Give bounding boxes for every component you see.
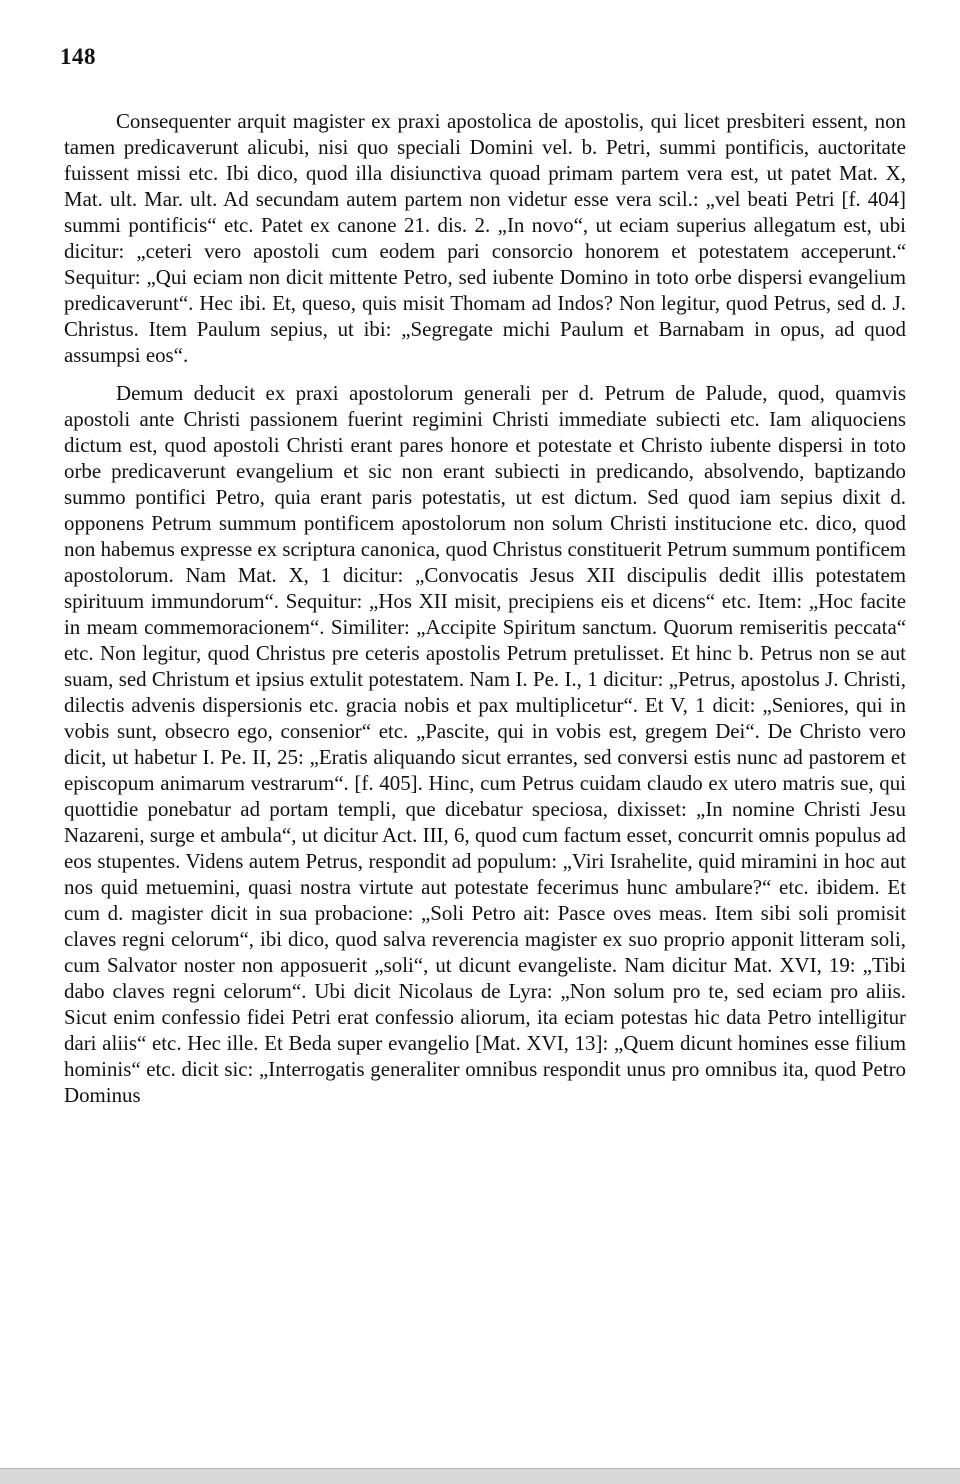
scan-bottom-edge bbox=[0, 1468, 960, 1484]
paragraph-2: Demum deducit ex praxi apostolorum generali per d. Petrum de Palude, quod, quamvis apostoli ante Christi passionem fuerint regimini Christi immediate subiecti etc. Iam aliquociens dictum est, quod apostoli Christi erant pares honore et potestate et Christo iubente dispersi in toto orbe predicaverunt evangelium et sic non erant subiecti in predicando, absolvendo, baptizando summo pontifici Petro, quia erant paris potestatis, ut est dictum. Sed quod iam sepius dixit d. opponens Petrum summum pontificem apostolorum non solum Christi institucione etc. dico, quod non habemus expresse ex scriptura canonica, quod Christus constituerit Petrum summum pontificem apostolorum. Nam Mat. X, 1 dicitur: „Convocatis Jesus XII discipulis dedit illis potestatem spirituum immundorum“. Sequitur: „Hos XII misit, precipiens eis et dicens“ etc. Item: „Hoc facite in meam commemoracionem“. Similiter: „Accipite Spiritum sanctum. Quorum remiseritis peccata“ etc. Non legitur, quod Christus pre ceteris apostolis Petrum pretulisset. Et hinc b. Petrus non se aut suam, sed Christum et ipsius extulit potestatem. Nam I. Pe. I., 1 dicitur: „Petrus, apostolus J. Christi, dilectis advenis dispersionis etc. gracia nobis et pax multiplicetur“. Et V, 1 dicit: „Seniores, qui in vobis sunt, obsecro ego, consenior“ etc. „Pascite, qui in vobis est, gregem Dei“. De Christo vero dicit, ut habetur I. Pe. II, 25: „Eratis aliquando sicut errantes, sed conversi estis nunc ad pastorem et episcopum animarum vestrarum“. [f. 405]. Hinc, cum Petrus cuidam claudo ex utero matris sue, qui quottidie ponebatur ad portam templi, que dicebatur speciosa, dixisset: „In nomine Christi Jesu Nazareni, surge et ambula“, ut dicitur Act. III, 6, quod cum factum esset, concurrit omnis populus ad eos stupentes. Videns autem Petrus, respondit ad populum: „Viri Israhelite, quid miramini in hoc aut nos quid metuemini, quasi nostra virtute aut potestate fecerimus hunc ambulare?“ etc. ibidem. Et cum d. magister dicit in sua probacione: „Soli Petro ait: Pasce oves meas. Item sibi soli promisit claves regni celorum“, ibi dico, quod salva reverencia magister ex suo proprio apponit litteram soli, cum Salvator noster non apposuerit „soli“, ut dicunt evangeliste. Nam dicitur Mat. XVI, 19: „Tibi dabo claves regni celorum“. Ubi dicit Nicolaus de Lyra: „Non solum pro te, sed eciam pro aliis. Sicut enim confessio fidei Petri erat confessio aliorum, ita eciam potestas hic data Petro intelligitur dari aliis“ etc. Hec ille. Et Beda super evangelio [Mat. XVI, 13]: „Quem dicunt homines esse filium hominis“ etc. dicit sic: „Interrogatis generaliter omnibus respondit unus pro omnibus ita, quod Petro Dominus bbox=[64, 381, 906, 1107]
page-number: 148 bbox=[60, 44, 96, 69]
paragraph-1: Consequenter arquit magister ex praxi apostolica de apostolis, qui licet presbiteri essent, non tamen predicaverunt alicubi, nisi quo speciali Domini vel. b. Petri, summi pontificis, auctoritate fuissent missi etc. Ibi dico, quod illa disiunctiva quoad primam partem vera est, ut patet Mat. X, Mat. ult. Mar. ult. Ad secundam autem partem non videtur esse vera scil.: „vel beati Petri [f. 404] summi pontificis“ etc. Patet ex canone 21. dis. 2. „In novo“, ut eciam superius allegatum est, ubi dicitur: „ceteri vero apostoli cum eodem pari consorcio honorem et potestatem acceperunt.“ Sequitur: „Qui eciam non dicit mittente Petro, sed iubente Domino in toto orbe dispersi evangelium predicaverunt“. Hec ibi. Et, queso, quis misit Thomam ad Indos? Non legitur, quod Petrus, sed d. J. Christus. Item Paulum sepius, ut ibi: „Segregate michi Paulum et Barnabam in opus, ad quod assumpsi eos“. bbox=[64, 109, 906, 367]
body-text bbox=[64, 108, 906, 1108]
